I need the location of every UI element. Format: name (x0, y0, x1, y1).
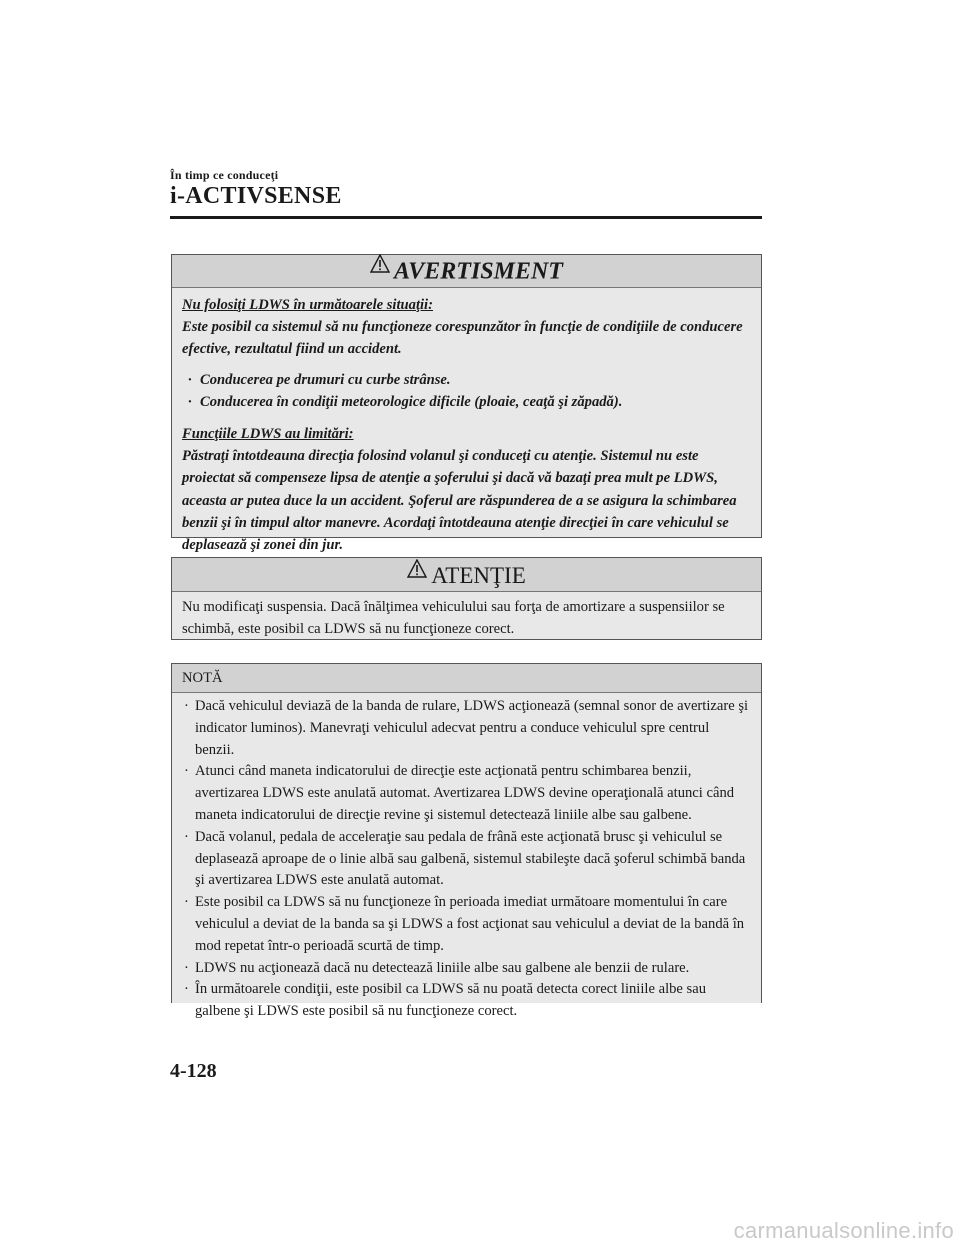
title-divider (170, 216, 762, 219)
warning-heading-2: Funcţiile LDWS au limitări: (182, 426, 354, 443)
warning-body (172, 288, 761, 556)
note-title: NOTĂ (172, 664, 761, 693)
warning-triangle-icon (407, 557, 427, 590)
warning-box (171, 254, 762, 554)
note-item: · LDWS nu acţionează dacă nu detectează liniile albe sau galbene ale benzii de rulare. (182, 958, 751, 980)
warning-text-1: Este posibil ca sistemul să nu funcţioneze corespunzător în funcţie de condiţiile de conducere efective, rezultatul fiind un accident. (182, 319, 743, 358)
note-item: · Atunci când maneta indicatorului de direcţie este acţionată pentru schimbarea benzii, avertizarea LDWS este anulată automat. Avertizarea LDWS devine operaţională atunci când maneta indicatorului de direcţie revine şi sistemul detectează liniile albe sau galbene. (182, 761, 751, 826)
note-item: · În următoarele condiţii, este posibil ca LDWS să nu poată detecta corect liniile albe sau galbene şi LDWS este posibil să nu funcţioneze corect. (182, 979, 751, 1023)
warning-header (172, 255, 761, 288)
note-item: · Dacă vehiculul deviază de la banda de rulare, LDWS acţionează (semnal sonor de avertizare şi indicator luminos). Manevraţi vehiculul adecvat pentru a conduce vehiculul spre centrul benzii. (182, 696, 751, 761)
page-number: 4-128 (170, 1060, 217, 1082)
caution-box (171, 557, 762, 640)
warning-heading-1: Nu folosiţi LDWS în următoarele situaţii: (182, 297, 433, 313)
caution-header (172, 558, 761, 592)
warning-bullet: · Conducerea în condiţii meteorologice dificile (ploaie, ceaţă şi zăpadă). (182, 391, 752, 413)
warning-text-2: Păstraţi întotdeauna direcţia folosind volanul şi conduceţi cu atenţie. Sistemul nu este proiectat să compenseze lipsa de atenţie a şoferului şi dacă vă bazaţi prea mult pe LDWS, aceasta ar putea duce la un accident. Şoferul are răspunderea de a se asigura la schimbarea benzii şi în timpul altor manevre. Acordaţi întotdeauna atenţie direcţiei în care vehiculul se deplasează şi zonei din jur. (182, 448, 737, 554)
warning-bullet-list (182, 369, 752, 413)
caution-title: ATENŢIE (431, 562, 526, 588)
section-label: În timp ce conduceţi (170, 168, 279, 182)
note-item: · Este posibil ca LDWS să nu funcţioneze în perioada imediat următoare momentului în care vehiculul a deviat de la banda sa şi LDWS a fost acţionat sau vehiculul a deviat de la bandă în mod repetat într-o perioadă scurtă de timp. (182, 892, 751, 957)
note-item: · Dacă volanul, pedala de acceleraţie sau pedala de frână este acţionată brusc şi vehiculul se deplasează aproape de o linie albă sau galbenă, sistemul stabileşte dacă şoferul schimbă banda şi avertizarea LDWS este anulată automat. (182, 827, 751, 892)
note-list (172, 693, 761, 1023)
warning-bullet: · Conducerea pe drumuri cu curbe strânse. (182, 369, 752, 391)
caution-text: Nu modificaţi suspensia. Dacă înălţimea vehiculului sau forţa de amortizare a suspensiilor se schimbă, este posibil ca LDWS să nu funcţioneze corect. (182, 599, 725, 637)
note-box (171, 663, 762, 1020)
warning-triangle-icon (370, 253, 390, 285)
warning-title: AVERTISMENT (394, 258, 563, 285)
chapter-title: i-ACTIVSENSE (170, 183, 342, 209)
watermark: carmanualsonline.info (733, 1218, 954, 1243)
